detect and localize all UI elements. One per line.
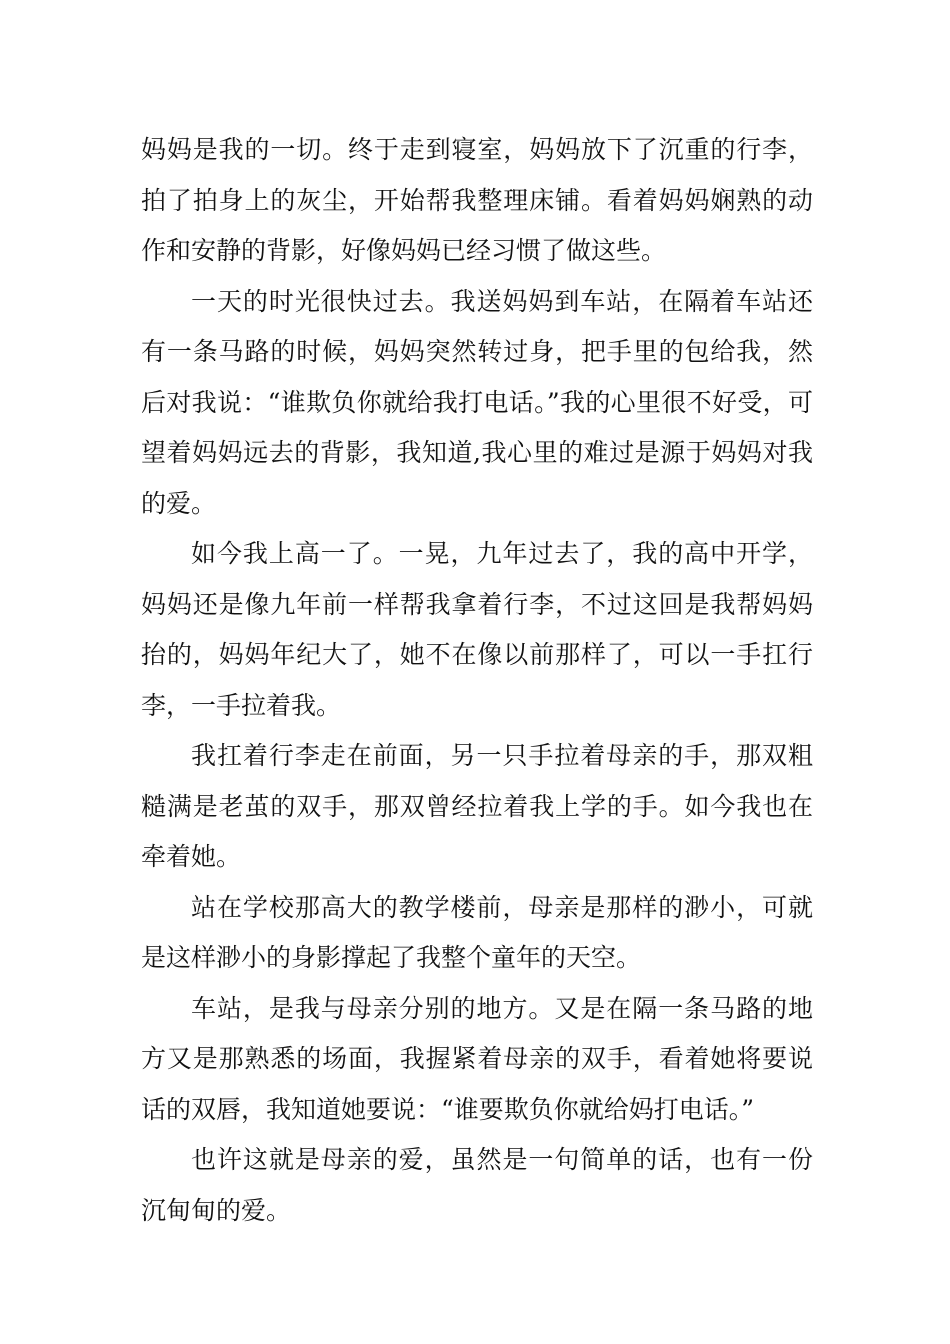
body-text bbox=[141, 125, 813, 1236]
paragraph-1: 妈妈是我的一切。终于走到寝室，妈妈放下了沉重的行李，拍了拍身上的灰尘，开始帮我整理床铺。看着妈妈娴熟的动作和安静的背影，好像妈妈已经习惯了做这些。 bbox=[141, 135, 813, 265]
paragraph-4: 我扛着行李走在前面，另一只手拉着母亲的手，那双粗糙满是老茧的双手，那双曾经拉着我上学的手。如今我也在牵着她。 bbox=[141, 741, 813, 871]
paragraph-5: 站在学校那高大的教学楼前，母亲是那样的渺小，可就是这样渺小的身影撑起了我整个童年的天空。 bbox=[141, 892, 813, 972]
paragraph-7: 也许这就是母亲的爱，虽然是一句简单的话，也有一份沉甸甸的爱。 bbox=[141, 1145, 813, 1225]
paragraph-6: 车站，是我与母亲分别的地方。又是在隔一条马路的地方又是那熟悉的场面，我握紧着母亲的双手，看着她将要说话的双唇，我知道她要说：“谁要欺负你就给妈打电话。” bbox=[141, 993, 813, 1124]
paragraph-3: 如今我上高一了。一晃，九年过去了，我的高中开学，妈妈还是像九年前一样帮我拿着行李，不过这回是我帮妈妈抬的，妈妈年纪大了，她不在像以前那样了，可以一手扛行李，一手拉着我。 bbox=[141, 539, 813, 720]
paragraph-2: 一天的时光很快过去。我送妈妈到车站，在隔着车站还有一条马路的时候，妈妈突然转过身，把手里的包给我，然后对我说：“谁欺负你就给我打电话。”我的心里很不好受，可望着妈妈远去的背影，我知道,我心里的难过是源于妈妈对我的爱。 bbox=[141, 286, 813, 518]
